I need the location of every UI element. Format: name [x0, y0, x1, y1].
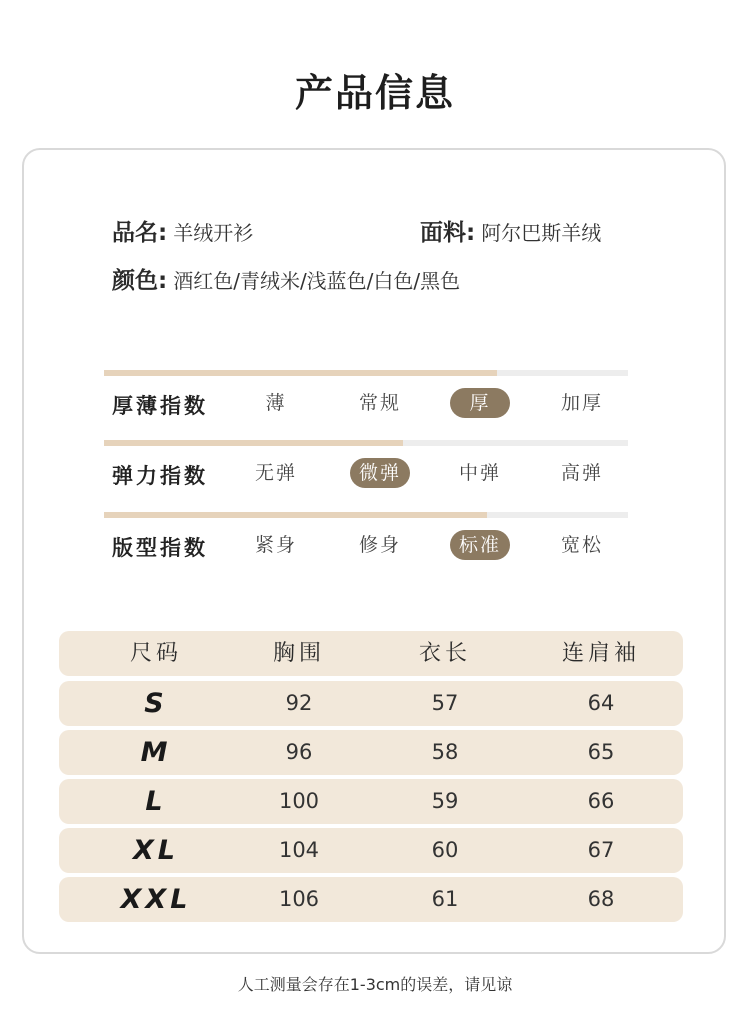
index-option: 加厚	[560, 392, 603, 414]
index-option: 高弹	[560, 462, 603, 484]
chest-cell: 96	[285, 740, 313, 764]
index-label: 版型指数	[112, 536, 208, 560]
size-cell: M	[140, 737, 172, 768]
index-option: 中弹	[458, 462, 501, 484]
index-bar-fill	[104, 370, 497, 376]
table-row	[59, 877, 683, 922]
length-cell: 57	[431, 691, 459, 715]
index-thickness	[104, 370, 628, 430]
table-row	[59, 730, 683, 775]
index-option: 无弹	[254, 462, 297, 484]
size-cell: L	[145, 786, 167, 817]
size-cell: S	[144, 688, 168, 719]
size-table-header	[59, 631, 683, 676]
sleeve-cell: 68	[587, 887, 615, 911]
size-cell: XXL	[120, 884, 192, 915]
sleeve-cell: 65	[587, 740, 615, 764]
index-option: 常规	[358, 392, 401, 414]
length-cell: 61	[431, 887, 459, 911]
index-option: 薄	[265, 392, 287, 414]
info-name	[112, 214, 253, 247]
header-sleeve: 连肩袖	[561, 641, 640, 666]
length-cell: 60	[431, 838, 459, 862]
sleeve-cell: 67	[587, 838, 615, 862]
index-option: 宽松	[560, 534, 603, 556]
page-title: 产品信息	[294, 71, 455, 115]
index-label: 厚薄指数	[112, 394, 208, 418]
info-fabric-key: 面料:	[420, 220, 476, 246]
length-cell: 59	[431, 789, 459, 813]
size-cell: XL	[132, 835, 180, 866]
index-option-selected: 厚	[450, 388, 510, 418]
header-size: 尺码	[129, 641, 182, 666]
index-bar-fill	[104, 512, 487, 518]
index-elasticity	[104, 440, 628, 500]
info-fabric-value: 阿尔巴斯羊绒	[481, 221, 602, 245]
table-row	[59, 681, 683, 726]
info-fabric	[420, 214, 601, 247]
chest-cell: 100	[278, 789, 320, 813]
info-name-value: 羊绒开衫	[173, 221, 254, 245]
chest-cell: 106	[278, 887, 320, 911]
length-cell: 58	[431, 740, 459, 764]
info-color	[112, 262, 460, 295]
index-option: 修身	[358, 534, 401, 556]
chest-cell: 92	[285, 691, 313, 715]
index-fit	[104, 512, 628, 572]
table-row	[59, 779, 683, 824]
info-color-value: 酒红色/青绒米/浅蓝色/白色/黑色	[173, 269, 461, 293]
sleeve-cell: 66	[587, 789, 615, 813]
index-option-selected: 微弹	[350, 458, 410, 488]
table-row	[59, 828, 683, 873]
sleeve-cell: 64	[587, 691, 615, 715]
index-bar-fill	[104, 440, 403, 446]
measurement-note: 人工测量会存在1-3cm的误差，请见谅	[237, 975, 513, 994]
index-option-selected: 标准	[450, 530, 510, 560]
index-label: 弹力指数	[112, 464, 208, 488]
index-option: 紧身	[254, 534, 297, 556]
header-length: 衣长	[418, 641, 471, 666]
header-chest: 胸围	[272, 641, 325, 666]
chest-cell: 104	[278, 838, 320, 862]
info-color-key: 颜色:	[112, 268, 168, 294]
info-name-key: 品名:	[112, 220, 168, 246]
